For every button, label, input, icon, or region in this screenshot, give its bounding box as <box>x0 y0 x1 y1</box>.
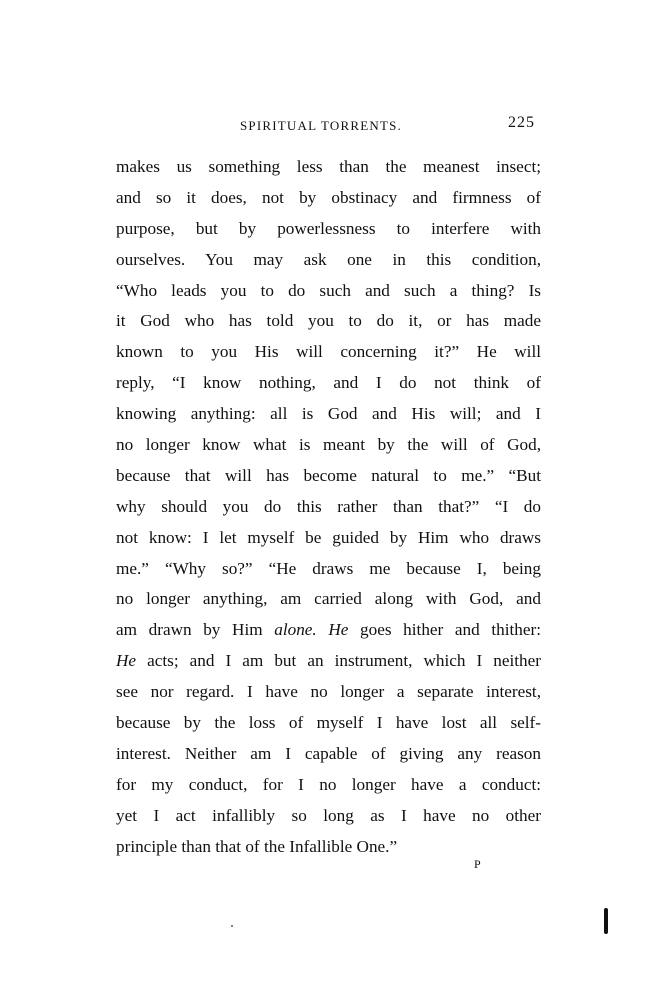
text-line: it God who has told you to do it, or has made <box>116 311 541 331</box>
text-line: purpose, but by powerlessness to interfere with <box>116 218 541 238</box>
body-text <box>116 152 541 862</box>
text-line: “Who leads you to do such and such a thing? Is <box>116 280 541 300</box>
print-speck <box>231 925 233 927</box>
text-line: for my conduct, for I no longer have a conduct: <box>116 774 541 794</box>
text-line: known to you His will concerning it?” He will <box>116 342 541 362</box>
text-line: me.” “Why so?” “He draws me because I, being <box>116 558 541 578</box>
text-line: no longer anything, am carried along with God, and <box>116 589 541 609</box>
text-line: no longer know what is meant by the will of God, <box>116 435 541 455</box>
page-number: 225 <box>508 114 535 131</box>
text-line: because that will has become natural to me.” “But <box>116 465 541 485</box>
running-title: SPIRITUAL TORRENTS. <box>240 118 402 133</box>
italic-word: He <box>328 620 349 640</box>
text-line: not know: I let myself be guided by Him who draws <box>116 527 541 547</box>
text-line: see nor regard. I have no longer a separate interest, <box>116 682 541 702</box>
text-line: makes us something less than the meanest insect; <box>116 157 541 176</box>
text-line: why should you do this rather than that?” “I do <box>116 496 541 516</box>
text-line: principle than that of the Infallible One.” <box>116 836 398 856</box>
text-line: and so it does, not by obstinacy and firmness of <box>116 187 541 207</box>
text-line: knowing anything: all is God and His will; and I <box>116 404 541 424</box>
text-line: yet I act infallibly so long as I have no other <box>116 805 541 825</box>
italic-word: He <box>116 651 137 671</box>
text-line: ourselves. You may ask one in this condition, <box>116 249 541 269</box>
margin-mark <box>604 908 608 934</box>
text-line: am drawn by Him alone. He goes hither and thither: <box>116 620 541 640</box>
text-line: because by the loss of myself I have lost all self- <box>116 713 541 733</box>
signature-mark: P <box>474 857 482 871</box>
italic-word: alone. <box>274 620 317 640</box>
text-line: He acts; and I am but an instrument, which I neither <box>116 651 541 671</box>
text-line: interest. Neither am I capable of giving any reason <box>116 743 541 763</box>
text-line: reply, “I know nothing, and I do not think of <box>116 373 541 393</box>
